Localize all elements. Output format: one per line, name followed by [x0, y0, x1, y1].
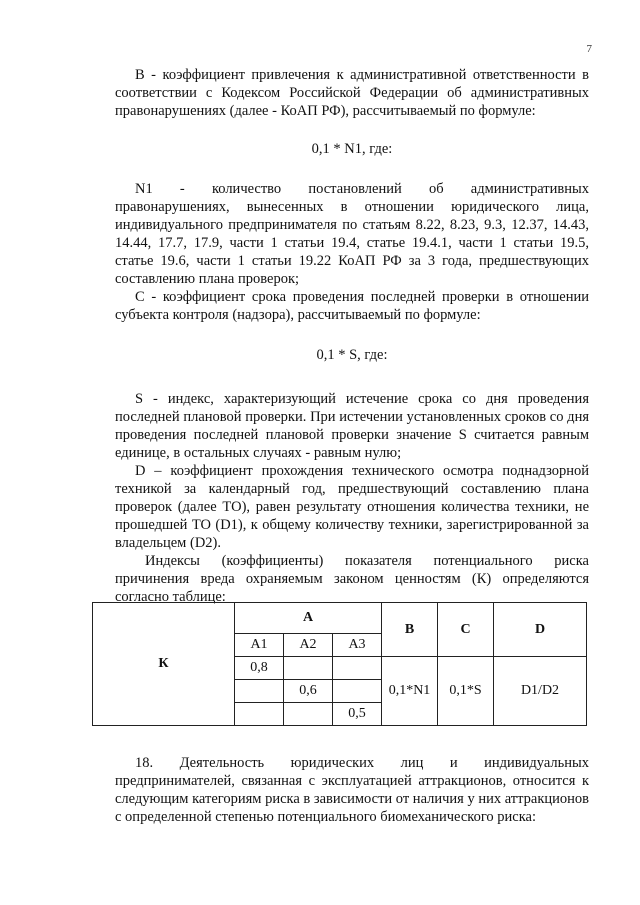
- s-index-definition: S - индекс, характеризующий истечение срока со дня проведения последней плановой проверки. При истечении установленных сроков со дня проведения последней плановой проверки значение S считается равным единице, в остальных случаях - равным нулю;: [115, 391, 589, 461]
- page-number: 7: [586, 43, 592, 55]
- table-subheader-a2: А2: [284, 634, 333, 657]
- c-coefficient-definition: С - коэффициент срока проведения последней проверки в отношении субъекта контроля (надзора), рассчитываемый по формуле:: [115, 289, 589, 323]
- table-cell-b-value: 0,1*N1: [382, 657, 438, 726]
- table-subheader-a1: А1: [235, 634, 284, 657]
- table-cell-empty: [235, 703, 284, 726]
- table-cell-a3-value: 0,5: [333, 703, 382, 726]
- section-18: [115, 754, 589, 826]
- table-cell-a2-value: 0,6: [284, 680, 333, 703]
- table-header-a: А: [235, 603, 382, 634]
- risk-index-table: [92, 602, 587, 726]
- table-header-k: К: [93, 603, 235, 726]
- d-coefficient-definition: D – коэффициент прохождения технического осмотра поднадзорной техникой за календарный год, предшествующий составлению плана проверок (далее ТО), равен результату отношения количества техники, не прошедшей ТО (D1), к общему количеству техники, зарегистрированной за владельцем (D2).: [115, 463, 589, 551]
- b-coefficient-definition: В - коэффициент привлечения к административной ответственности в соответствии с Кодексом Российской Федерации об административных правонарушениях (далее - КоАП РФ), рассчитываемый по формуле:: [115, 67, 589, 119]
- n1-definition: N1 - количество постановлений об административных правонарушениях, вынесенных в отношении юридического лица, индивидуального предпринимателя по статьям 8.22, 8.23, 9.3, 12.37, 14.43, 14.44, 17.7, 17.9, части 1 статьи 19.4, статье 19.4.1, части 1 статьи 19.5, статье 19.6, части 1 статьи 19.22 КоАП РФ за 3 года, предшествующих составлению плана проверок;: [115, 181, 589, 287]
- table-header-c: С: [438, 603, 494, 657]
- table-cell-d-value: D1/D2: [494, 657, 587, 726]
- table-cell-c-value: 0,1*S: [438, 657, 494, 726]
- document-body: [115, 66, 589, 606]
- table-header-b: В: [382, 603, 438, 657]
- formula-c: 0,1 * S, где:: [316, 347, 388, 363]
- table-header-d: D: [494, 603, 587, 657]
- table-cell-empty: [284, 657, 333, 680]
- formula-b: 0,1 * N1, где:: [311, 141, 393, 157]
- table-cell-empty: [333, 680, 382, 703]
- table-cell-empty: [235, 680, 284, 703]
- table-cell-a1-value: 0,8: [235, 657, 284, 680]
- table-subheader-a3: А3: [333, 634, 382, 657]
- table-cell-empty: [333, 657, 382, 680]
- section-18-text: 18. Деятельность юридических лиц и индивидуальных предпринимателей, связанная с эксплуатацией аттракционов, относится к следующим категориям риска в зависимости от наличия у них аттракционов с определенной степенью потенциального биомеханического риска:: [115, 755, 590, 825]
- table-cell-empty: [284, 703, 333, 726]
- index-table-intro: Индексы (коэффициенты) показателя потенциального риска причинения вреда охраняемым законом ценностям (К) определяются согласно таблице:: [115, 553, 589, 605]
